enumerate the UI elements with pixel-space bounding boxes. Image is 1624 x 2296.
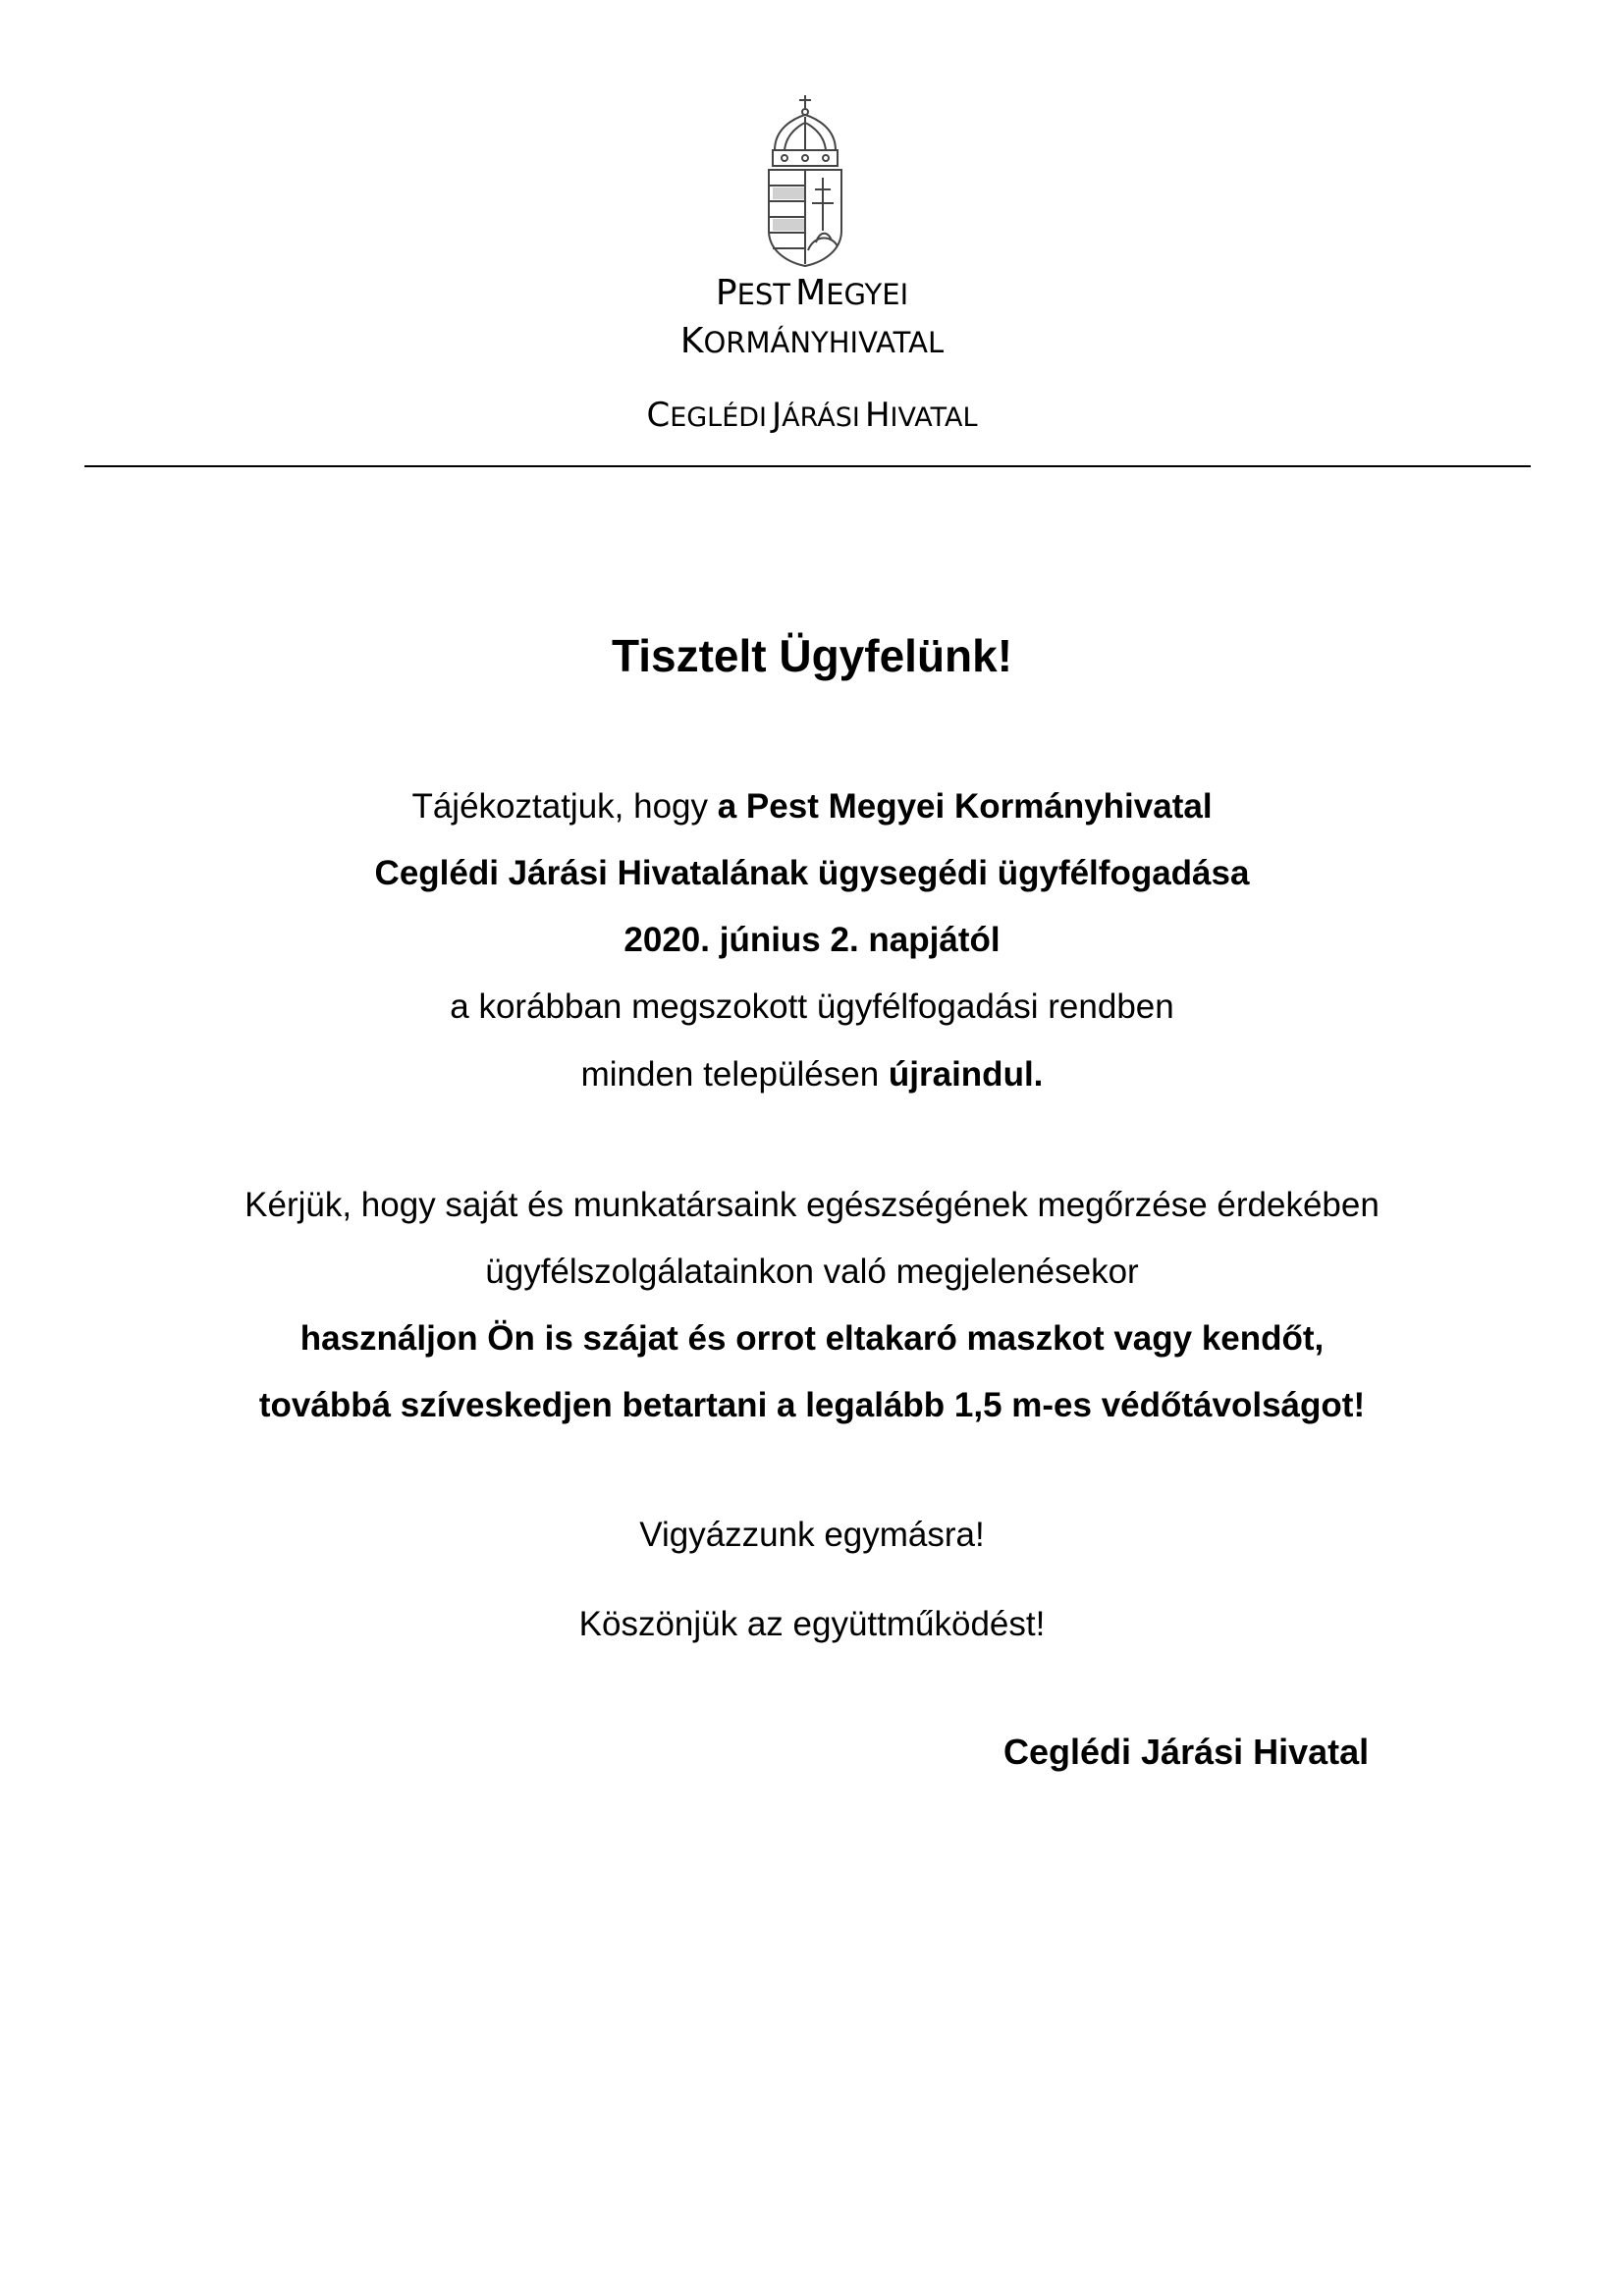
paragraph1-line3: 2020. június 2. napjától	[623, 921, 1001, 959]
agency-name-line1	[0, 273, 1624, 313]
office-name-part: C	[646, 396, 671, 435]
office-name-line	[0, 396, 1624, 435]
bold-text-span: újraindul.	[888, 1055, 1044, 1094]
signature: Ceglédi Járási Hivatal	[1003, 1732, 1370, 1772]
office-name-part: H	[864, 396, 891, 435]
coat-of-arms-icon	[761, 93, 849, 268]
office-name-part: EGLÉDI	[670, 402, 768, 433]
text-span: Tájékoztatjuk, hogy	[411, 787, 718, 826]
agency-name-part: EGYEI	[826, 278, 909, 311]
letter-heading: Tisztelt Ügyfelünk!	[611, 630, 1013, 681]
paragraph1-line4: a korábban megszokott ügyfélfogadási rendben	[450, 988, 1174, 1026]
paragraph2-line2: ügyfélszolgálatainkon való megjelenésekor	[485, 1253, 1139, 1291]
agency-name-line2	[0, 321, 1624, 361]
header-divider	[84, 465, 1531, 467]
office-name-part: IVATAL	[890, 402, 978, 433]
agency-name-part: P	[715, 273, 737, 313]
agency-name-part: M	[795, 273, 827, 313]
office-name-part: ÁRÁSI	[782, 402, 860, 433]
closing-line1: Vigyázzunk egymásra!	[639, 1516, 985, 1554]
agency-name-part: ORMÁNYHIVATAL	[703, 326, 945, 359]
agency-name-part: EST	[736, 278, 791, 311]
text-span: minden településen	[580, 1055, 889, 1094]
bold-text-span: a Pest Megyei Kormányhivatal	[717, 787, 1213, 826]
office-name-part: J	[772, 396, 783, 435]
paragraph1-line2: Ceglédi Járási Hivatalának ügysegédi ügyfélfogadása	[374, 854, 1250, 892]
paragraph2-line1: Kérjük, hogy saját és munkatársaink egészségének megőrzése érdekében	[244, 1186, 1380, 1224]
closing-line2: Köszönjük az együttműködést!	[578, 1605, 1046, 1643]
paragraph1-line1	[0, 789, 1624, 824]
paragraph2-line4: továbbá szíveskedjen betartani a legalább 1,5 m-es védőtávolságot!	[258, 1386, 1366, 1424]
paragraph2-line3: használjon Ön is szájat és orrot eltakaró maszkot vagy kendőt,	[299, 1319, 1325, 1358]
agency-name-part: K	[679, 321, 704, 361]
paragraph1-line5	[0, 1057, 1624, 1092]
